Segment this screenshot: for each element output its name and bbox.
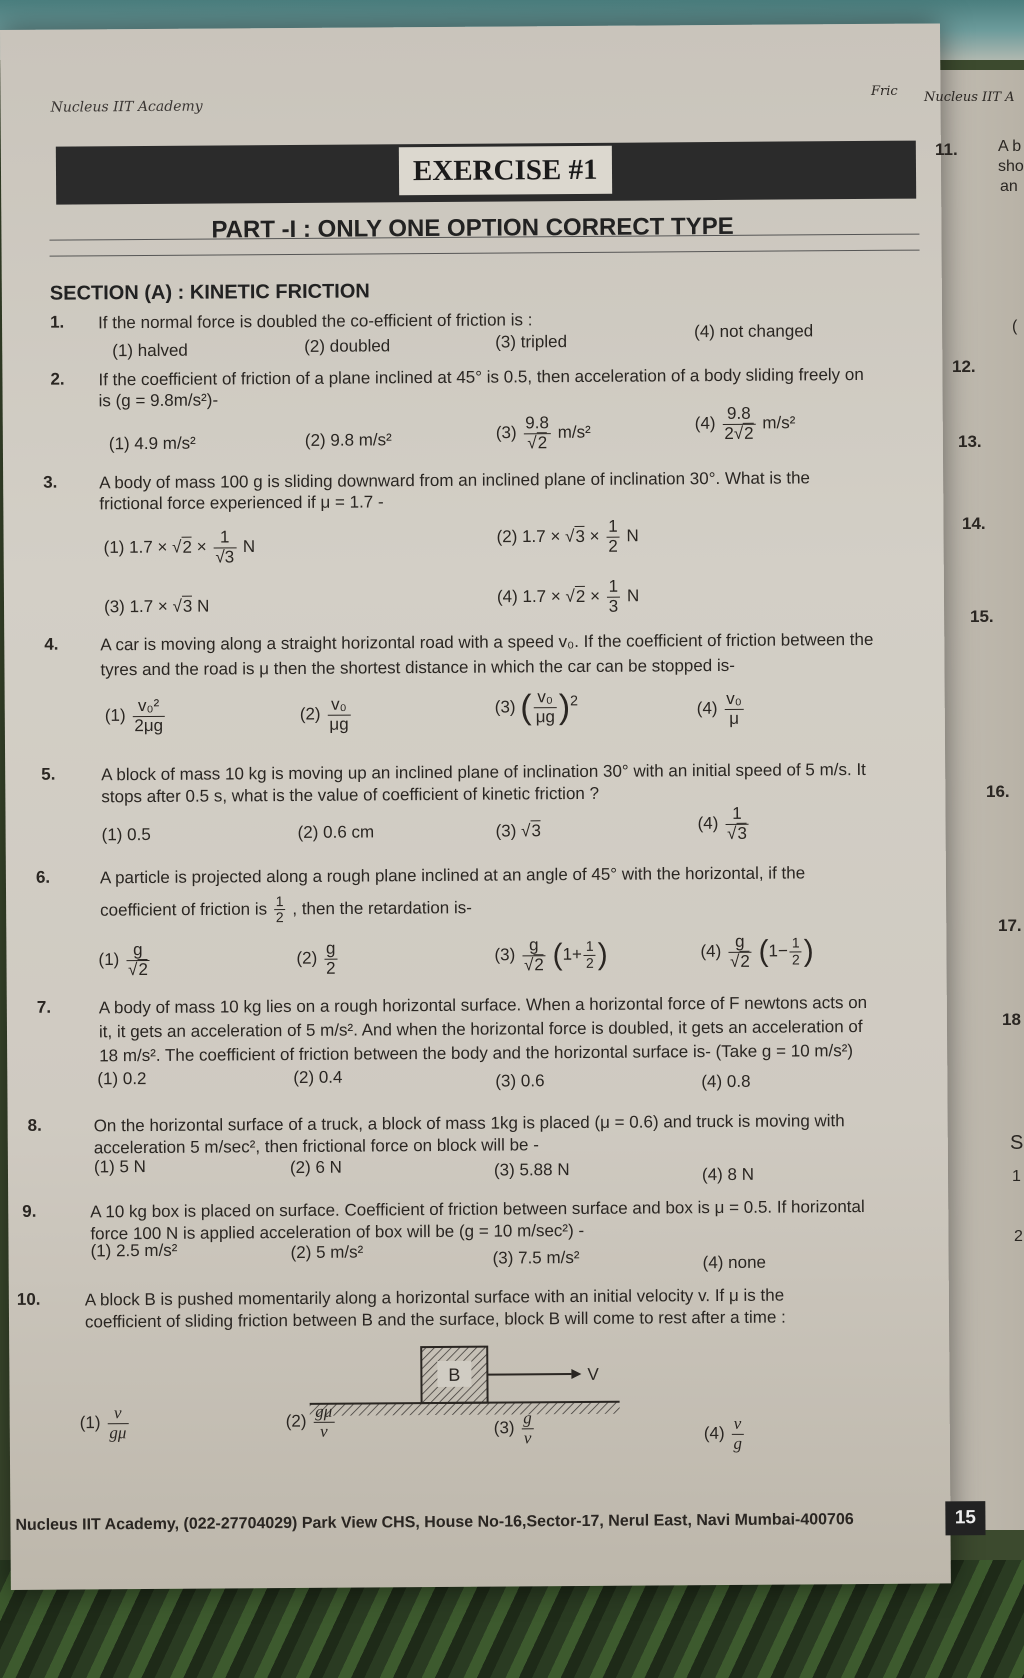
q9-option-1[interactable]: (1) 2.5 m/s² xyxy=(90,1240,178,1261)
q10-option-4[interactable]: (4) $\frac{v}{g}$ xyxy=(703,1413,742,1453)
side-question-17: 17. xyxy=(998,916,1022,935)
question-4 xyxy=(44,629,924,685)
q4-option-1[interactable]: (1) $\frac{\text{v₀²}}{2\mu g}$ xyxy=(104,695,164,735)
question-number: 1. xyxy=(49,312,65,332)
side-question-12: 12. xyxy=(952,357,976,376)
q5-option-3[interactable]: (3) √3 xyxy=(495,821,541,841)
block-label: B xyxy=(448,1364,461,1385)
q1-option-1[interactable]: (1) halved xyxy=(112,340,188,361)
velocity-arrow xyxy=(487,1374,571,1375)
q8-option-4[interactable]: (4) 8 N xyxy=(701,1164,755,1185)
question-text-cont: stops after 0.5 s, what is the value of coefficient of kinetic friction ? xyxy=(101,783,600,807)
question-5 xyxy=(41,759,931,815)
q2-option-2[interactable]: (2) 9.8 m/s² xyxy=(304,430,392,450)
q7-option-2[interactable]: (2) 0.4 xyxy=(293,1067,343,1087)
q6-option-3[interactable]: (3) $\frac{g}{√2}$ (1+ $\frac{1}{2}$ ) xyxy=(494,935,608,975)
adjacent-brand: Nucleus IIT A xyxy=(924,90,1015,105)
velocity-arrowhead xyxy=(571,1369,581,1379)
question-8 xyxy=(28,1109,948,1165)
q4-option-3[interactable]: (3) ( $\frac{\text{v₀}}{\mu g}$ )$^2$ xyxy=(494,687,579,727)
q2-option-1[interactable]: (1) 4.9 m/s² xyxy=(108,433,196,454)
q8-option-2[interactable]: (2) 6 N xyxy=(289,1157,342,1178)
question-10 xyxy=(17,1283,957,1340)
q4-option-2[interactable]: (2) $\frac{\text{v₀}}{\mu g}$ xyxy=(299,694,349,734)
q5-option-1[interactable]: (1) 0.5 xyxy=(101,824,151,845)
q10-option-1[interactable]: (1) $\frac{v}{g\mu}$ xyxy=(79,1403,127,1442)
q2-option-4[interactable]: (4) $\frac{9.8}{2√2}$ m/s² xyxy=(694,403,796,443)
q9-option-4[interactable]: (4) none xyxy=(702,1252,767,1273)
side-question-18: 18 xyxy=(1002,1010,1021,1029)
question-number: 8. xyxy=(27,1115,42,1135)
q7-option-3[interactable]: (3) 0.6 xyxy=(495,1071,545,1091)
question-text: A block of mass 10 kg is moving up an inclined plane of inclination 30° with an initial speed of 5 m/s. It xyxy=(101,759,866,785)
part-title: PART -I : ONLY ONE OPTION CORRECT TYPE xyxy=(211,212,734,244)
question-3 xyxy=(43,467,923,523)
side-text-6: 1 xyxy=(1012,1168,1021,1185)
question-number: 5. xyxy=(41,764,56,784)
question-number: 7. xyxy=(36,997,52,1017)
question-text-cont: coefficient of friction is $\frac{1}{2}$ , then the retardation is- xyxy=(100,893,472,926)
question-number: 4. xyxy=(44,634,59,654)
q9-option-3[interactable]: (3) 7.5 m/s² xyxy=(492,1247,580,1268)
side-question-11: 11. xyxy=(935,140,958,159)
question-text: A body of mass 10 kg lies on a rough horizontal surface. When a horizontal force of F newtons acts on xyxy=(98,992,868,1018)
section-title: SECTION (A) : KINETIC FRICTION xyxy=(49,280,370,305)
worksheet-page xyxy=(0,23,977,1590)
q8-option-1[interactable]: (1) 5 N xyxy=(93,1157,146,1177)
question-text: A body of mass 100 g is sliding downward from an inclined plane of inclination 30°. What is the xyxy=(99,468,811,493)
q1-option-4[interactable]: (4) not changed xyxy=(694,321,814,342)
page-number: 15 xyxy=(945,1501,985,1535)
q6-option-2[interactable]: (2) $\frac{g}{2}$ xyxy=(296,938,336,978)
question-text-cont: it, it gets an acceleration of 5 m/s². And when the horizontal force is doubled, it gets an acceleration of xyxy=(98,1017,863,1042)
question-text-cont: tyres and the road is μ then the shortest distance in which the car can be stopped is- xyxy=(100,655,735,680)
side-question-14: 14. xyxy=(962,514,986,533)
q7-option-4[interactable]: (4) 0.8 xyxy=(701,1071,751,1092)
q3-option-1[interactable]: (1) 1.7 × √2 × $\frac{1}{√3}$ N xyxy=(103,527,256,567)
question-text: On the horizontal surface of a truck, a block of mass 1kg is placed (μ = 0.6) and truck is moving with xyxy=(93,1111,845,1136)
q3-option-3[interactable]: (3) 1.7 × √3 N xyxy=(103,596,210,617)
question-text-cont2: 18 m/s². The coefficient of friction between the body and the horizontal surface is- (Take g = 10 m/s²) xyxy=(99,1041,854,1066)
q1-option-3[interactable]: (3) tripled xyxy=(495,332,568,352)
side-text-4: ( xyxy=(1012,318,1018,335)
side-text-2: sho xyxy=(998,158,1024,175)
side-text-3: an xyxy=(1000,178,1018,195)
question-6 xyxy=(36,861,936,927)
q1-option-2[interactable]: (2) doubled xyxy=(304,336,391,356)
q10-option-2[interactable]: (2) $\frac{g\mu}{v}$ xyxy=(286,1403,337,1442)
question-text: A particle is projected along a rough plane inclined at an angle of 45° with the horizontal, if the xyxy=(99,863,806,888)
question-text-cont: force 100 N is applied acceleration of box will be (g = 10 m/sec²) - xyxy=(90,1220,585,1244)
side-question-16: 16. xyxy=(986,782,1010,801)
exercise-title: EXERCISE #1 xyxy=(399,146,612,195)
q4-option-4[interactable]: (4) $\frac{\text{v₀}}{\mu}$ xyxy=(697,690,746,729)
side-text-5: S xyxy=(1010,1132,1024,1154)
question-number: 9. xyxy=(22,1201,37,1221)
side-question-13: 13. xyxy=(958,432,982,451)
question-text: If the coefficient of friction of a plane inclined at 45° is 0.5, then acceleration of a body sliding freely on xyxy=(98,364,864,390)
question-text: A block B is pushed momentarily along a horizontal surface with an initial velocity v. If μ is the xyxy=(84,1285,785,1310)
block-diagram xyxy=(309,1344,640,1426)
q5-option-4[interactable]: (4) $\frac{1}{√3}$ xyxy=(697,803,748,843)
velocity-label: V xyxy=(587,1364,599,1384)
q3-option-2[interactable]: (2) 1.7 × √3 × $\frac{1}{2}$ N xyxy=(496,516,639,556)
side-text-1: A b xyxy=(998,138,1022,155)
q7-option-1[interactable]: (1) 0.2 xyxy=(97,1069,147,1089)
part-rule-bottom xyxy=(50,250,920,257)
side-question-15: 15. xyxy=(970,607,994,626)
question-text: A 10 kg box is placed on surface. Coefficient of friction between surface and box is μ = 0.5. If horizontal xyxy=(90,1196,865,1222)
question-number: 10. xyxy=(16,1289,41,1309)
q6-option-1[interactable]: (1) $\frac{g}{√2}$ xyxy=(98,940,148,979)
footer-address: Nucleus IIT Academy, (022-27704029) Park View CHS, House No-16,Sector-17, Nerul East, Navi Mumbai-400706 xyxy=(15,1511,854,1534)
q2-option-3[interactable]: (3) $\frac{9.8}{√2}$ m/s² xyxy=(495,413,591,453)
header-brand: Nucleus IIT Academy xyxy=(50,98,203,116)
question-7 xyxy=(37,991,943,1077)
question-number: 3. xyxy=(43,472,58,492)
q10-option-3[interactable]: (3) $\frac{g}{v}$ xyxy=(494,1409,536,1448)
q3-option-4[interactable]: (4) 1.7 × √2 × $\frac{1}{3}$ N xyxy=(496,576,640,616)
adjacent-tag: Fric xyxy=(871,84,898,99)
question-text-cont: is (g = 9.8m/s²)- xyxy=(98,390,219,411)
question-number: 6. xyxy=(35,867,51,887)
question-number: 2. xyxy=(50,369,65,389)
side-text-7: 2 xyxy=(1014,1228,1023,1245)
question-text: A car is moving along a straight horizontal road with a speed v₀. If the coefficient of friction between the xyxy=(100,629,874,655)
question-text: If the normal force is doubled the co-efficient of friction is : xyxy=(97,310,533,333)
question-text-cont: coefficient of sliding friction between B and the surface, block B will come to rest after a time : xyxy=(84,1307,786,1332)
q9-option-2[interactable]: (2) 5 m/s² xyxy=(290,1242,364,1263)
question-text-cont: acceleration 5 m/sec², then frictional force on block will be - xyxy=(93,1135,539,1158)
q6-option-4[interactable]: (4) $\frac{g}{√2}$ (1− $\frac{1}{2}$ ) xyxy=(700,931,814,971)
q8-option-3[interactable]: (3) 5.88 N xyxy=(493,1160,570,1180)
question-text-cont: frictional force experienced if μ = 1.7 - xyxy=(99,492,384,514)
q5-option-2[interactable]: (2) 0.6 cm xyxy=(297,822,375,842)
